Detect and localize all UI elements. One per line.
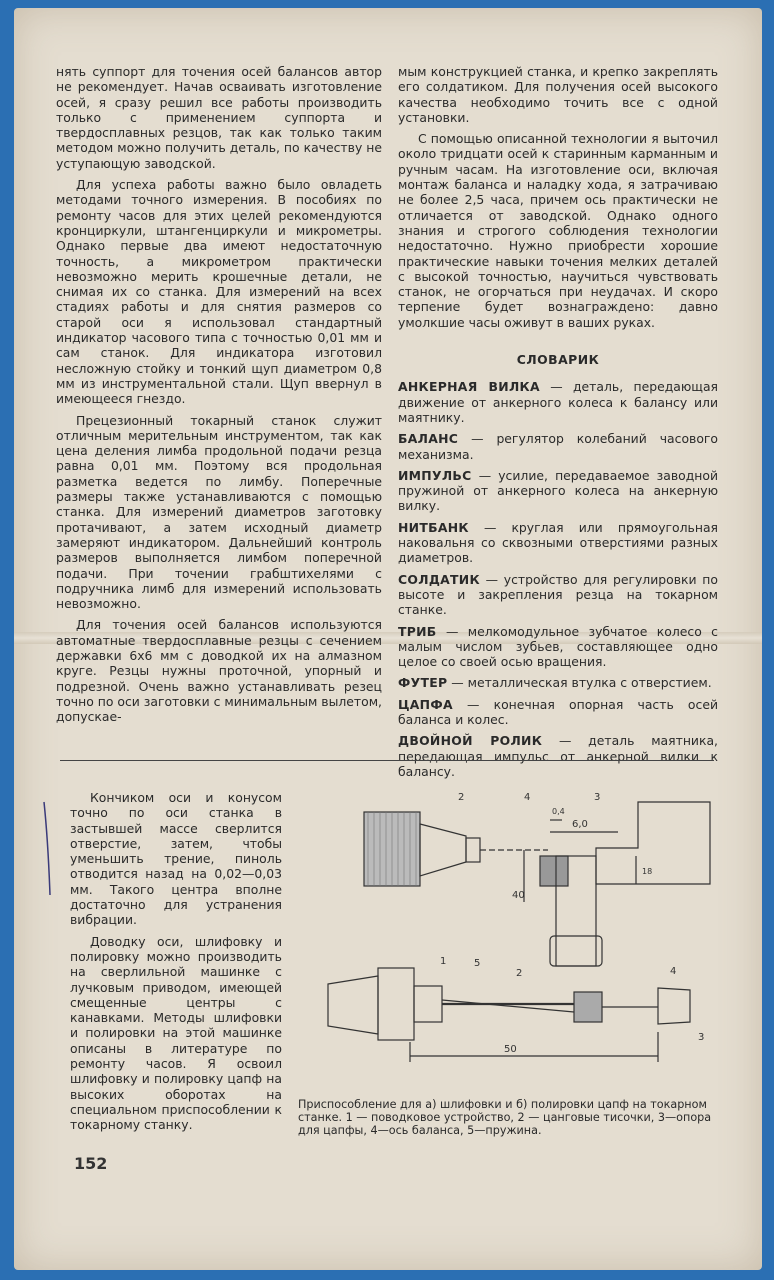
glossary-entry — [398, 431, 718, 462]
fig-label: 1 — [440, 956, 447, 967]
paragraph: С помощью описанной технологии я выточил около тридцати осей к старинным карманным и ручным часам. На изготовление оси, включая монтаж баланса и наладку хода, я затрачиваю не более 2,5 часа, причем ось практически не отличается от заводской. Однако одного знания и строгого соблюдения технологии недостаточно. Нужно приобрести хорошие практические навыки точения мелких деталей с высокой точностью, научиться чувствовать станок, не огорчаться при неудачах. И скоро терпение будет вознаграждено: давно умолкшие часы оживут в ваших руках. — [398, 131, 718, 330]
paragraph: Для успеха работы важно было овладеть методами точного измерения. В пособиях по ремонту часов для этих целей рекомендуются кронциркули, штангенциркули и микрометры. Однако первые два имеют недостаточную точность, а микрометром практически невозможно мерить крошечные детали, не снимая их со станка. Для измерений на всех стадиях работы и для снятия размеров со старой оси я использовал стандартный индикатор часового типа с точностью 0,01 мм и сам станок. Для индикатора изготовил несложную стойку и тонкий щуп диаметром 0,8 мм из инструментальной стали. Щуп ввернул в имеющееся гнездо. — [56, 177, 382, 407]
glossary-term: ДВОЙНОЙ РОЛИК — [398, 733, 543, 749]
fig-label: 2 — [458, 792, 465, 803]
glossary-definition: — мелкомодульное зубчатое колесо с малым числом зубьев, составляющее одно целое со своей осью вращения. — [398, 623, 718, 670]
fig-label: 5 — [474, 958, 481, 969]
glossary-definition: — деталь, передающая движение от анкерного колеса к балансу или маятнику. — [398, 379, 718, 425]
fig-dimension: 6,0 — [572, 819, 588, 830]
tailstock-a — [596, 802, 710, 884]
glossary-definition: — круглая или прямоугольная наковальня со сквозными отверстиями разных диаметров. — [398, 519, 718, 566]
collet-cone-a — [420, 824, 466, 876]
paragraph: мым конструкцией станка, и крепко закреплять его солдатиком. Для получения осей высокого качества необходимо точить все с одной установки. — [398, 64, 718, 125]
glossary-entry — [398, 572, 718, 618]
glossary-term: СОЛДАТИК — [398, 571, 480, 587]
fig-dimension: 50 — [504, 1044, 517, 1055]
chuck-b — [328, 976, 378, 1034]
paragraph: Доводку оси, шлифовку и полировку можно производить на сверлильной машинке с лучковым приводом, имеющей смещенные центры с канавками. Методы шлифовки и полировки на этой машинке описаны в литературе по ремонту часов. Я освоил шлифовку и полировку цапф на высоких оборотах на специальном приспособлении к токарному станку. — [70, 933, 282, 1133]
support-block-a — [540, 856, 568, 886]
glossary-entry — [398, 624, 718, 670]
glossary-definition: — металлическая втулка с отверстием. — [447, 675, 712, 691]
fig-label: 4 — [670, 966, 677, 977]
glossary-entry — [398, 379, 718, 425]
fig-label: 3 — [698, 1032, 705, 1043]
paragraph: Для точения осей балансов используются автоматные твердосплавные резцы с сечением державки 6х6 мм с доводкой их на алмазном круге. Резцы нужны проточной, упорный и подрезной. Очень важно устанавливать резец точно по оси заготовки с минимальным вылетом, допускае- — [56, 617, 382, 725]
glossary-term: ИМПУЛЬС — [398, 467, 472, 483]
glossary-definition: — регулятор колебаний часового механизма. — [398, 431, 718, 462]
fig-dimension: 18 — [642, 867, 653, 876]
support-b — [658, 988, 690, 1024]
fig-label: 4 — [524, 792, 531, 803]
fig-dimension: 0,4 — [552, 807, 565, 816]
knurl-b — [574, 992, 602, 1022]
glossary-definition: — конечная опорная часть осей баланса и колес. — [398, 696, 718, 727]
glossary-term: ЦАПФА — [398, 696, 453, 712]
paragraph: Кончиком оси и конусом точно по оси станка в застывшей массе сверлится отверстие, затем, чтобы уменьшить трение, пиноль отводится назад на 0,02—0,03 мм. Такого центра вполне достаточно для устранения вибрации. — [70, 790, 282, 928]
carrier-b — [378, 968, 414, 1040]
fig-label: 3 — [594, 792, 601, 803]
fig-label: 2 — [516, 968, 523, 979]
glossary-entry — [398, 675, 718, 690]
glossary-term: ФУТЕР — [398, 675, 448, 691]
glossary-entry — [398, 520, 718, 566]
support-base-a — [550, 936, 602, 966]
glossary-term: ТРИБ — [398, 623, 437, 639]
rod-taper-b — [442, 1000, 574, 1012]
paragraph: Прецезионный токарный станок служит отличным мерительным инструментом, так как цена деления лимба продольной подачи резца равна 0,01 мм. Поэтому вся продольная разметка ведется по лимбу. Поперечные размеры также устанавливаются с помощью станка. Для измерений диаметров заготовку протачивают, а затем исходный диаметр замеряют индикатором. Дальнейший контроль размеров выполняется лимбом поперечной подачи. При точении грабштихелями с подручника лимб для измерений использовать невозможно. — [56, 412, 382, 612]
pen-mark — [40, 800, 56, 900]
glossary-definition: — деталь маятника, передающая импульс от анкерной вилки к балансу. — [398, 733, 718, 779]
glossary-term: НИТБАНК — [398, 519, 469, 535]
collet-b — [414, 986, 442, 1022]
bottom-text-column — [70, 790, 282, 1139]
fixture-drawing — [318, 772, 728, 1072]
section-divider — [60, 760, 714, 761]
collet-neck-a — [466, 838, 480, 862]
glossary-entry — [398, 468, 718, 514]
glossary-definition: — усилие, передаваемое заводной пружиной от анкерного колеса на анкерную вилку. — [398, 467, 718, 514]
left-text-column — [56, 64, 382, 730]
glossary-title: СЛОВАРИК — [516, 352, 600, 368]
glossary-definition: — устройство для регулировки по высоте и закрепления резца на токарном станке. — [398, 571, 718, 618]
fig-dimension: 40 — [512, 890, 525, 901]
glossary-term: БАЛАНС — [398, 431, 459, 447]
paragraph: нять суппорт для точения осей балансов автор не рекомендует. Начав осваивать изготовление осей, я сразу решил все работы производить только с применением суппорта и твердосплавных резцов, так как только таким методом можно получить деталь, по качеству не уступающую заводской. — [56, 64, 382, 171]
right-text-column — [398, 64, 718, 785]
page-number: 152 — [74, 1154, 108, 1173]
glossary-entry — [398, 697, 718, 728]
glossary-term: АНКЕРНАЯ ВИЛКА — [398, 379, 540, 395]
figure-caption: Приспособление для а) шлифовки и б) полировки цапф на токарном станке. 1 — поводковое устройство, 2 — цанговые тисочки, 3—опора для цапфы, 4—ось баланса, 5—пружина. — [298, 1098, 712, 1137]
